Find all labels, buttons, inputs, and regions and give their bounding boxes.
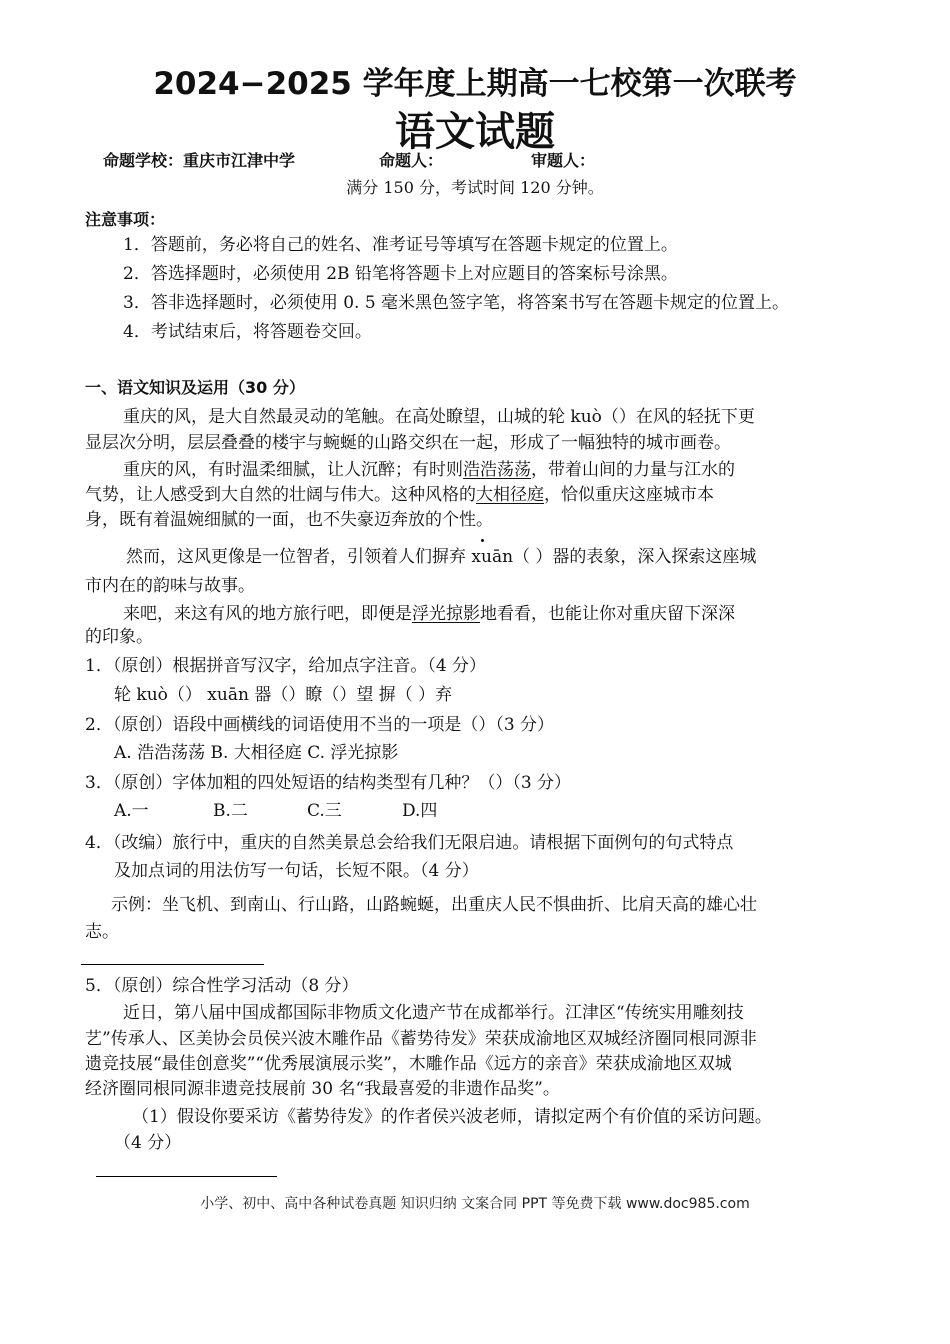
passage-line: 经济圈同根同源非遗竞技展前 30 名“我最喜爱的非遗作品奖”。 xyxy=(85,1079,560,1099)
passage-line: 的印象。 xyxy=(85,627,153,647)
underlined-phrase: 大相径庭 xyxy=(476,485,544,505)
question-1-items: 轮 kuò（） xuān 器（）瞭（）望 摒（ ）弃 xyxy=(114,685,453,705)
notice-item: 4．考试结束后，将答题卷交回。 xyxy=(123,322,372,342)
exam-subject-title: 语文试题 xyxy=(395,108,555,155)
passage-line: 近日，第八届中国成都国际非物质文化遗产节在成都举行。江津区“传统实用雕刻技 xyxy=(123,1003,744,1023)
reviewer-label: 审题人： xyxy=(531,151,596,170)
option-d: D.四 xyxy=(402,801,438,821)
example-line: 示例：坐飞机、到南山、行山路，山路蜿蜒，出重庆人民不惧曲折、比肩天高的雄心壮 xyxy=(111,895,757,915)
question-4-cont: 及加点词的用法仿写一句话，长短不限。（4 分） xyxy=(114,861,479,881)
underlined-phrase: 浩浩荡荡 xyxy=(463,460,531,480)
notice-heading: 注意事项： xyxy=(85,210,166,229)
option-c: C.三 xyxy=(307,801,342,821)
option-a: A.一 xyxy=(114,801,149,821)
school-label: 命题学校：重庆市江津中学 xyxy=(103,151,296,170)
passage-line: 市内在的韵味与故事。 xyxy=(85,576,255,596)
question-3: 3．（原创）字体加粗的四处短语的结构类型有几种？（）（3 分） xyxy=(85,773,572,793)
sub-question: （1）假设你要采访《蓄势待发》的作者侯兴波老师，请拟定两个有价值的采访问题。 xyxy=(132,1107,772,1127)
exam-title: 2024−2025 学年度上期高一七校第一次联考 xyxy=(153,66,797,102)
text-run: 重庆的风，有时温柔细腻，让人沉醉；有时则 xyxy=(123,460,463,480)
example-line: 志。 xyxy=(85,922,119,942)
passage-line: 重庆的风，是大自然最灵动的笔触。在高处瞭望，山城的轮 kuò（）在风的轻抚下更 xyxy=(123,407,755,427)
passage-line: 遗竞技展“最佳创意奖”“优秀展演展示奖”，木雕作品《远方的亲音》荣获成渝地区双城 xyxy=(85,1054,732,1074)
passage-line xyxy=(123,602,735,627)
divider-line xyxy=(96,1176,277,1177)
passage-line: 身，既有着温婉细腻的一面，也不失豪迈奔放的个性。 xyxy=(85,510,493,530)
option-b: B.二 xyxy=(213,801,248,821)
score-time: 满分 150 分，考试时间 120 分钟。 xyxy=(346,178,604,197)
sub-question-score: （4 分） xyxy=(114,1133,182,1153)
passage-line: 艺”传承人、区美协会员侯兴波木雕作品《蓄势待发》荣获成渝地区双城经济圈同根同源非 xyxy=(85,1029,757,1049)
text-run: 来吧，来这有风的地方旅行吧，即便是 xyxy=(123,604,412,624)
underlined-phrase: 浮光掠影 xyxy=(412,604,480,624)
question-5: 5．（原创）综合性学习活动（8 分） xyxy=(85,976,359,996)
emphasis-dot xyxy=(481,539,484,542)
divider-line xyxy=(81,964,264,965)
text-run: 气势，让人感受到大自然的壮阔与伟大。这种风格的 xyxy=(85,485,476,505)
notice-item: 3．答非选择题时，必须使用 0. 5 毫米黑色签字笔，将答案书写在答题卡规定的位置上。 xyxy=(123,293,790,313)
text-run: ，带着山间的力量与江水的 xyxy=(531,460,735,480)
text-run: ，恰似重庆这座城市本 xyxy=(544,485,714,505)
passage-line: 显层次分明，层层叠叠的楼宇与蜿蜒的山路交织在一起，形成了一幅独特的城市画卷。 xyxy=(85,433,731,453)
section-heading: 一、语文知识及运用（30 分） xyxy=(85,378,305,397)
text-run: 地看看，也能让你对重庆留下深深 xyxy=(480,604,735,624)
question-2: 2．（原创）语段中画横线的词语使用不当的一项是（）（3 分） xyxy=(85,715,555,735)
question-2-options: A. 浩浩荡荡 B. 大相径庭 C. 浮光掠影 xyxy=(114,743,399,763)
question-1: 1．（原创）根据拼音写汉字，给加点字注音。（4 分） xyxy=(85,656,487,676)
notice-item: 1．答题前，务必将自己的姓名、准考证号等填写在答题卡规定的位置上。 xyxy=(123,235,678,255)
passage-line xyxy=(85,483,714,508)
notice-item: 2．答选择题时，必须使用 2B 铅笔将答题卡上对应题目的答案标号涂黑。 xyxy=(123,264,678,284)
passage-line xyxy=(123,458,735,483)
author-label: 命题人： xyxy=(379,151,444,170)
passage-line: 然而，这风更像是一位智者，引领着人们摒弃 xuān（ ）器的表象，深入探索这座城 xyxy=(126,547,757,567)
footer-text: 小学、初中、高中各种试卷真题 知识归纳 文案合同 PPT 等免费下载 www.doc985.com xyxy=(200,1196,750,1212)
question-4: 4．（改编）旅行中，重庆的自然美景总会给我们无限启迪。请根据下面例句的句式特点 xyxy=(85,833,734,853)
